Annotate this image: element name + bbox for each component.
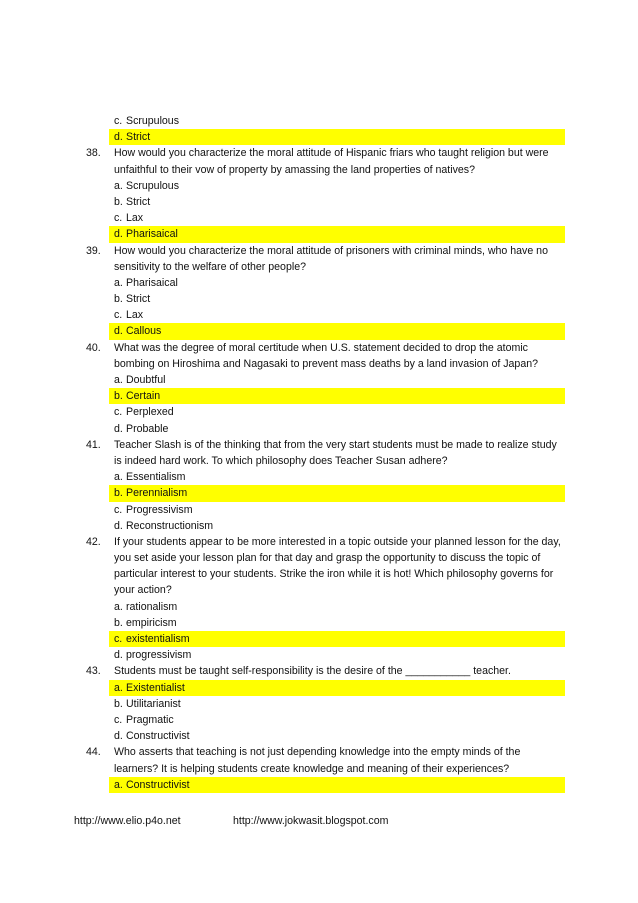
option-letter: a. [114,179,123,192]
question-number: 44. [86,746,101,759]
question-line [0,340,638,356]
option-text: Constructivist [126,778,190,791]
option-text: rationalism [126,600,178,613]
option-letter: d. [114,228,123,241]
option-letter: d. [114,131,123,144]
option-letter: b. [114,293,123,306]
option-letter: d. [114,649,123,662]
question-continuation-line [0,453,638,469]
question-continuation-line [0,550,638,566]
question-number: 38. [86,147,101,160]
option-text: Pragmatic [126,713,174,726]
answer-option [0,307,638,323]
answer-option-highlighted [0,323,638,339]
question-line [0,145,638,161]
question-text: unfaithful to their vow of property by amassing the land properties of natives? [114,163,475,176]
option-letter: d. [114,730,123,743]
question-text: bombing on Hiroshima and Nagasaki to prevent mass deaths by a land invasion of Japan? [114,357,539,370]
answer-option [0,291,638,307]
answer-option [0,647,638,663]
option-text: Probable [126,422,169,435]
question-continuation-line [0,761,638,777]
question-number: 40. [86,341,101,354]
option-text: Perennialism [126,487,188,500]
option-text: Existentialist [126,681,185,694]
option-text: Strict [126,195,151,208]
option-letter: b. [114,195,123,208]
answer-option-highlighted [0,485,638,501]
option-letter: a. [114,778,123,791]
question-number: 42. [86,535,101,548]
option-letter: b. [114,697,123,710]
answer-option [0,372,638,388]
question-continuation-line [0,356,638,372]
question-list [0,113,638,793]
question-continuation-line [0,566,638,582]
option-letter: a. [114,681,123,694]
option-letter: a. [114,374,123,386]
page-footer [0,813,638,829]
option-text: Perplexed [126,406,174,419]
option-text: Constructivist [126,730,190,743]
question-continuation-line [0,582,638,598]
option-text: Pharisaical [126,276,178,289]
option-letter: d. [114,519,123,532]
answer-option [0,404,638,420]
question-text: Students must be taught self-responsibility is the desire of the ___________ teacher. [114,665,511,678]
answer-option [0,275,638,291]
option-letter: c. [114,309,123,322]
answer-option [0,194,638,210]
answer-highlight [109,129,565,145]
question-line [0,243,638,259]
answer-option [0,178,638,194]
question-text: learners? It is helping students create knowledge and meaning of their experiences? [114,762,510,775]
option-letter: a. [114,471,123,484]
answer-option-highlighted [0,631,638,647]
answer-option-highlighted [0,388,638,404]
footer-link-elio[interactable]: http://www.elio.p4o.net [74,815,181,827]
answer-option [0,712,638,728]
answer-option-highlighted [0,680,638,696]
option-text: empiricism [126,616,177,629]
option-letter: d. [114,422,123,435]
option-text: progressivism [126,649,192,662]
option-text: Strict [126,131,151,144]
question-text: What was the degree of moral certitude when U.S. statement decided to drop the atomic [114,341,528,354]
option-text: Strict [126,293,151,306]
option-letter: c. [114,406,123,419]
option-letter: a. [114,600,123,613]
option-letter: b. [114,487,123,500]
question-continuation-line [0,259,638,275]
option-text: Essentialism [126,471,186,484]
answer-highlight [109,388,565,404]
option-text: Lax [126,309,144,322]
option-text: existentialism [126,633,190,645]
question-text: sensitivity to the welfare of other people? [114,260,306,273]
option-text: Pharisaical [126,228,178,241]
answer-option [0,728,638,744]
answer-option-highlighted [0,226,638,242]
answer-highlight [109,323,565,339]
question-number: 41. [86,438,101,451]
answer-option [0,113,638,129]
question-line [0,663,638,679]
question-number: 43. [86,665,101,678]
question-text: Teacher Slash is of the thinking that from the very start students must be made to realize study [114,438,557,451]
option-letter: c. [114,713,123,726]
answer-option [0,421,638,437]
question-text: your action? [114,584,172,597]
answer-option [0,696,638,712]
option-text: Progressivism [126,503,193,516]
question-text: If your students appear to be more interested in a topic outside your planned lesson for the day, [114,535,561,548]
question-line [0,534,638,550]
footer-link-jokwasit[interactable]: http://www.jokwasit.blogspot.com [233,815,389,827]
question-continuation-line [0,162,638,178]
option-letter: c. [114,503,123,516]
option-letter: b. [114,616,123,629]
option-text: Scrupulous [126,115,179,127]
option-letter: a. [114,276,123,289]
option-text: Doubtful [126,374,166,386]
question-text: How would you characterize the moral attitude of Hispanic friars who taught religion but were [114,147,549,160]
question-text: How would you characterize the moral attitude of prisoners with criminal minds, who have no [114,244,548,257]
question-text: Who asserts that teaching is not just depending knowledge into the empty minds of the [114,746,521,759]
answer-option [0,502,638,518]
answer-option [0,599,638,615]
option-text: Callous [126,325,162,338]
option-text: Certain [126,390,161,403]
option-letter: b. [114,390,123,403]
option-text: Lax [126,212,144,225]
question-text: is indeed hard work. To which philosophy does Teacher Susan adhere? [114,454,448,467]
option-text: Scrupulous [126,179,179,192]
option-letter: c. [114,212,123,225]
option-letter: c. [114,115,123,127]
question-text: you set aside your lesson plan for that day and grasp the opportunity to discuss the topic of [114,552,541,565]
answer-option-highlighted [0,129,638,145]
question-line [0,437,638,453]
question-number: 39. [86,244,101,257]
option-letter: c. [114,633,123,645]
option-letter: d. [114,325,123,338]
option-text: Utilitarianist [126,697,181,710]
answer-option-highlighted [0,777,638,793]
answer-option [0,210,638,226]
answer-option [0,469,638,485]
question-text: particular interest to your students. Strike the iron while it is hot! Which philosophy governs for [114,568,554,581]
question-line [0,744,638,760]
option-text: Reconstructionism [126,519,214,532]
answer-option [0,518,638,534]
answer-option [0,615,638,631]
